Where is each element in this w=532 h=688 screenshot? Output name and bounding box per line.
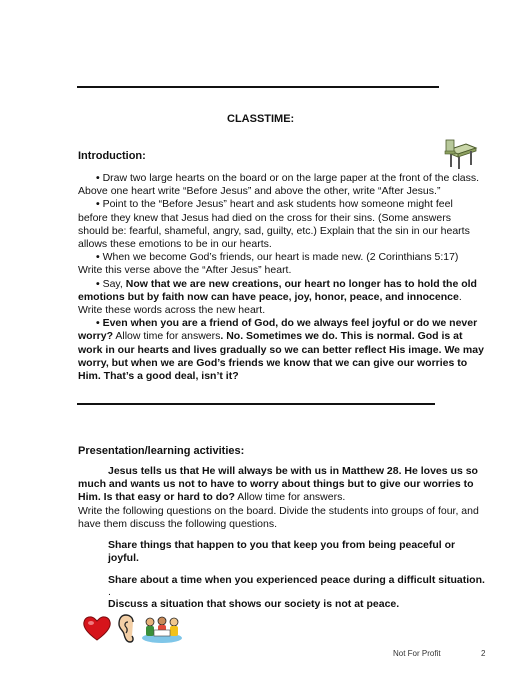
intro-item-1 xyxy=(78,172,484,198)
presentation-para-1-bold: Jesus tells us that He will always be with us in Matthew 28. He loves us so much and wants us not to have to worry about things but to give our worries to Him. Is that easy or hard to do? xyxy=(78,465,478,504)
top-divider xyxy=(77,86,439,88)
intro-item-2 xyxy=(78,198,484,251)
presentation-para-1-tail: Allow time for answers. xyxy=(234,491,346,504)
intro-item-1-text: Draw two large hearts on the board or on the large paper at the front of the class. Above one heart write “Before Jesus” and above the other, write “After Jesus.” xyxy=(78,172,480,198)
intro-item-3 xyxy=(78,251,484,277)
intro-item-5-bold: Even when you are a friend of God, do we always feel joyful or do we never worry? xyxy=(78,317,478,343)
ear-icon xyxy=(117,614,139,644)
question-dot: . xyxy=(108,586,111,598)
intro-item-4-bold: Now that we are new creations, our heart no longer has to hold the old emotions but by faith now can have peace, joy, honor, peace, and innocence xyxy=(78,277,477,303)
presentation-heading: Presentation/learning activities: xyxy=(78,445,245,457)
middle-divider xyxy=(77,403,435,405)
intro-item-5-tail: Allow time for answers xyxy=(113,330,221,343)
intro-item-5 xyxy=(78,317,484,383)
footer-note: Not For Profit xyxy=(393,649,441,658)
introduction-body xyxy=(78,172,484,383)
presentation-para-1 xyxy=(78,465,484,505)
intro-item-4-tail: . Write these words across the new heart. xyxy=(78,290,462,317)
presentation-body xyxy=(78,465,484,531)
intro-item-4 xyxy=(78,278,484,318)
heart-icon xyxy=(82,614,112,642)
introduction-heading: Introduction: xyxy=(78,150,146,162)
intro-item-3-text: When we become God’s friends, our heart is made new. (2 Corinthians 5:17) Write this verse above the “After Jesus” heart. xyxy=(78,251,459,277)
question-2: Share about a time when you experienced peace during a difficult situation. xyxy=(108,574,485,586)
intro-item-2-text: Point to the “Before Jesus” heart and ask students how someone might feel before they knew that Jesus had died on the cross for their sins. (Some answers should be: fearful, shameful, angry, sad, guilty, etc.) Explain that the sin in our hearts allows these emotions to be in our hearts. xyxy=(78,198,470,251)
intro-item-5-bold2: . No. Sometimes we do. This is normal. God is at work in our hearts and lives gradually so we can better reflect His image. We may worry, but when we are God’s friends we know that we can give our worries to Him. That’s a good deal, isn’t it? xyxy=(78,330,484,383)
children-icon xyxy=(140,614,184,644)
desk-icon xyxy=(444,136,478,170)
presentation-para-2: Write the following questions on the board. Divide the students into groups of four, and have them discuss the following questions. xyxy=(78,504,479,530)
intro-item-4-lead: Say, xyxy=(102,277,126,290)
question-3: Discuss a situation that shows our society is not at peace. xyxy=(108,598,400,610)
page-number: 2 xyxy=(481,649,486,658)
classtime-title: CLASSTIME: xyxy=(227,113,295,125)
question-1: Share things that happen to you that keep you from being peaceful or joyful. xyxy=(108,539,456,565)
